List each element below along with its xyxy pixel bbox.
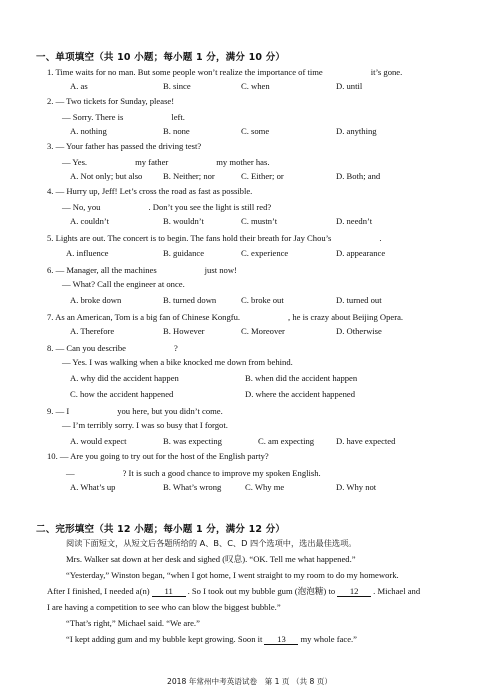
option-b: B. What’s wrong (163, 482, 222, 492)
passage-text: “I kept adding gum and my bubble kept growing. Soon it (66, 634, 263, 644)
passage-text: . So I took out my bubble gum (泡泡糖) to (187, 586, 336, 596)
question-9-line-1 (47, 405, 223, 417)
option-a: A. broke down (70, 295, 122, 305)
section-2-title: 二、完形填空（共 12 小题；每小题 1 分，满分 12 分） (36, 524, 286, 535)
question-3-line-1: 3. — Your father has passed the driving test? (47, 141, 202, 151)
option-c: C. mustn’t (241, 216, 278, 226)
option-b: B. none (163, 126, 190, 136)
answer-blank (242, 311, 286, 320)
question-2-line-1: 2. — Two tickets for Sunday, please! (47, 96, 175, 106)
option-a: A. why did the accident happen (70, 373, 179, 383)
option-c: C. Moreover (241, 326, 285, 336)
stem-part: my mother has. (216, 157, 270, 167)
option-d: D. Otherwise (336, 326, 382, 336)
stem-part: . (379, 233, 382, 243)
stem-part: 1. Time waits for no man. But some people won’t realize the importance of time (47, 67, 323, 77)
option-a: A. as (70, 81, 88, 91)
option-b: B. guidance (163, 248, 205, 258)
option-a: A. Not only; but also (70, 171, 143, 181)
stem-part: — No, you (62, 202, 101, 212)
question-6-line-1 (47, 264, 237, 276)
question-6-line-2: — What? Call the engineer at once. (62, 279, 185, 289)
question-8-line-2: — Yes. I was walking when a bike knocked me down from behind. (62, 357, 293, 367)
question-2-line-2 (62, 111, 185, 123)
answer-blank (170, 156, 214, 165)
answer-blank (89, 156, 133, 165)
answer-blank (102, 201, 146, 210)
option-c: C. some (241, 126, 270, 136)
option-a: A. nothing (70, 126, 107, 136)
option-c: C. how the accident happened (70, 389, 174, 399)
blank-13: 13 (264, 635, 298, 645)
passage-paragraph-3: “That’s right,” Michael said. “We are.” (66, 618, 200, 628)
stem-part: 9. — I (47, 406, 70, 416)
option-b: B. since (163, 81, 191, 91)
option-a: A. would expect (70, 436, 127, 446)
answer-blank (333, 232, 377, 241)
answer-blank (128, 342, 172, 351)
stem-part: you here, but you didn’t come. (117, 406, 223, 416)
stem-part: just now! (204, 265, 237, 275)
option-a: A. couldn’t (70, 216, 109, 226)
passage-paragraph-1: Mrs. Walker sat down at her desk and sighed (叹息). “OK. Tell me what happened.” (66, 554, 356, 564)
answer-blank (159, 264, 203, 273)
stem-part: — Sorry. There is (62, 112, 124, 122)
stem-part: — (66, 468, 75, 478)
option-a: A. influence (66, 248, 109, 258)
stem-part: left. (171, 112, 185, 122)
stem-part: 5. Lights are out. The concert is to begin. The fans hold their breath for Jay Chou’s (47, 233, 332, 243)
option-d: D. Both; and (336, 171, 381, 181)
passage-paragraph-2-line-2 (47, 586, 420, 597)
option-c: C. experience (241, 248, 289, 258)
option-c: C. broke out (241, 295, 284, 305)
question-5-stem (47, 232, 382, 244)
option-a: A. Therefore (70, 326, 115, 336)
question-7-stem (47, 311, 403, 323)
question-4-line-1: 4. — Hurry up, Jeff! Let’s cross the road as fast as possible. (47, 186, 253, 196)
page-footer: 2018 年常州中考英语试卷 第 1 页 （共 8 页） (167, 677, 332, 686)
blank-11: 11 (152, 587, 186, 597)
option-a: A. What’s up (70, 482, 116, 492)
option-b: B. wouldn’t (163, 216, 204, 226)
option-c: C. Either; or (241, 171, 284, 181)
option-d: D. until (336, 81, 363, 91)
question-1-stem (47, 66, 402, 78)
option-c: C. am expecting (258, 436, 315, 446)
blank-12: 12 (337, 587, 371, 597)
passage-paragraph-4 (66, 634, 357, 645)
stem-part: . Don’t you see the light is still red? (148, 202, 272, 212)
option-b: B. turned down (163, 295, 217, 305)
question-10-line-2 (66, 467, 321, 479)
option-b: B. Neither; nor (163, 171, 215, 181)
section-1-title: 一、单项填空（共 10 小题；每小题 1 分，满分 10 分） (36, 52, 286, 63)
answer-blank (125, 111, 169, 120)
option-b: B. when did the accident happen (245, 373, 358, 383)
option-d: D. Why not (336, 482, 377, 492)
option-c: C. when (241, 81, 270, 91)
stem-part: my father (135, 157, 169, 167)
option-d: D. have expected (336, 436, 396, 446)
stem-part: 7. As an American, Tom is a big fan of Chinese Kongfu. (47, 312, 241, 322)
option-d: D. needn’t (336, 216, 373, 226)
section-2-instructions: 阅读下面短文，从短文后各题所给的 A、B、C、D 四个选项中，选出最佳选项。 (66, 538, 357, 548)
answer-blank (71, 405, 115, 414)
stem-part: — Yes. (62, 157, 88, 167)
answer-blank (77, 467, 121, 476)
answer-blank (325, 66, 369, 75)
stem-part: 8. — Can you describe (47, 343, 126, 353)
question-10-line-1: 10. — Are you going to try out for the host of the English party? (47, 451, 269, 461)
question-8-line-1 (47, 342, 178, 354)
option-d: D. appearance (336, 248, 386, 258)
question-9-line-2: — I’m terribly sorry. I was so busy that I forgot. (62, 420, 228, 430)
option-b: B. However (163, 326, 205, 336)
passage-text: After I finished, I needed a(n) (47, 586, 150, 596)
question-3-line-2 (62, 156, 269, 168)
option-c: C. Why me (245, 482, 285, 492)
stem-part: 6. — Manager, all the machines (47, 265, 157, 275)
stem-part: ? It is such a good chance to improve my spoken English. (122, 468, 321, 478)
option-d: D. anything (336, 126, 377, 136)
passage-paragraph-2-line-3: I are having a competition to see who can blow the biggest bubble.” (47, 602, 281, 612)
stem-part: ? (174, 343, 178, 353)
question-4-line-2 (62, 201, 271, 213)
option-d: D. where the accident happened (245, 389, 355, 399)
passage-text: . Michael and (373, 586, 421, 596)
option-b: B. was expecting (163, 436, 222, 446)
option-d: D. turned out (336, 295, 382, 305)
stem-part: , he is crazy about Beijing Opera. (288, 312, 404, 322)
passage-text: my whole face.” (300, 634, 357, 644)
passage-paragraph-2-line-1: “Yesterday,” Winston began, “when I got home, I went straight to my room to do my homework. (66, 570, 399, 580)
stem-part: it’s gone. (370, 67, 403, 77)
